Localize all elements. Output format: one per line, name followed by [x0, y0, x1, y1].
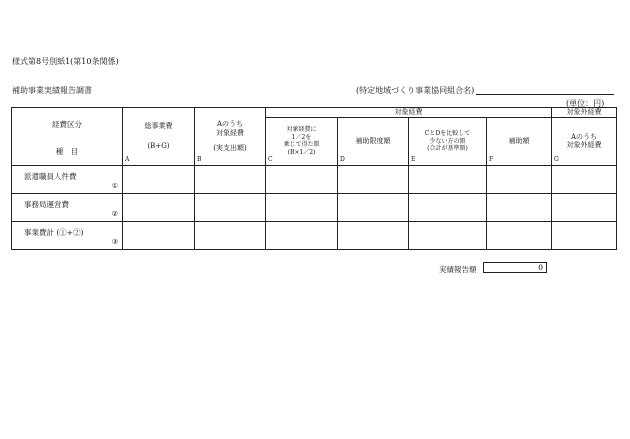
col-nontarget-line2: 対象外経費 — [566, 141, 602, 150]
cell-3-G[interactable] — [552, 221, 617, 249]
total-report-value[interactable]: 0 — [483, 262, 547, 273]
col-half-line2: 1／2を — [291, 133, 312, 141]
row-label: 事業費計 (①+②) — [24, 227, 84, 237]
col-subsidy-letter: F — [489, 156, 494, 164]
cell-2-E[interactable] — [409, 193, 487, 221]
row-label-cell — [12, 193, 123, 221]
cell-1-F[interactable] — [487, 165, 552, 193]
col-half-line4: (B×1／2) — [287, 148, 316, 156]
col-nontarget-letter: G — [554, 156, 559, 164]
col-half-header — [266, 117, 338, 165]
col-total-line2: (B+G) — [147, 142, 170, 151]
col-total-line1: 総事業費 — [144, 121, 173, 130]
cell-2-F[interactable] — [487, 193, 552, 221]
cell-2-A[interactable] — [123, 193, 195, 221]
item-label: 種 目 — [55, 147, 79, 157]
col-compare-line3: (合計が基準額) — [427, 145, 468, 153]
row-label: 派遣職員人件費 — [24, 171, 77, 181]
col-half-line3: 乗じて得た額 — [283, 141, 320, 149]
col-target-line1: Aのうち — [216, 120, 244, 129]
row-marker: ③ — [111, 238, 118, 247]
cell-2-D[interactable] — [338, 193, 409, 221]
col-target-line3: (実支出額) — [213, 143, 247, 152]
cell-3-B[interactable] — [195, 221, 266, 249]
nontarget-group-header: 対象外経費 — [552, 108, 617, 118]
col-target-letter: B — [197, 156, 202, 164]
col-limit-line1: 補助限度額 — [355, 136, 391, 145]
col-compare-header — [409, 117, 487, 165]
total-report-label: 実績報告額 — [439, 265, 477, 274]
document-title: 補助事業実績報告調書 — [12, 86, 92, 95]
table-row — [12, 165, 617, 193]
unit-label: (単位：円) — [566, 99, 605, 108]
col-limit-header — [338, 117, 409, 165]
col-nontarget-line1: Aのうち — [570, 132, 598, 141]
form-number: 様式第8号別紙1(第10条関係) — [12, 57, 119, 66]
row-label-cell — [12, 165, 123, 193]
cell-3-A[interactable] — [123, 221, 195, 249]
category-header-cell — [12, 108, 123, 166]
category-label: 経費区分 — [52, 120, 82, 129]
expense-table — [11, 107, 617, 250]
cell-1-D[interactable] — [338, 165, 409, 193]
col-total-letter: A — [125, 156, 130, 164]
col-target-line2: 対象経費 — [216, 129, 244, 138]
target-group-header: 対象経費 — [266, 108, 552, 118]
table-row — [12, 221, 617, 249]
cell-3-C[interactable] — [266, 221, 338, 249]
cell-1-C[interactable] — [266, 165, 338, 193]
cell-2-C[interactable] — [266, 193, 338, 221]
col-compare-line1: CとDを比較して — [424, 130, 471, 138]
col-nontarget-header — [552, 117, 617, 165]
row-label: 事務局運営費 — [24, 199, 69, 209]
cell-2-G[interactable] — [552, 193, 617, 221]
cell-3-D[interactable] — [338, 221, 409, 249]
row-marker: ② — [111, 210, 118, 219]
col-half-letter: C — [268, 156, 273, 164]
col-total-header — [123, 108, 195, 166]
col-compare-line2: 少ない方の額 — [429, 137, 466, 145]
table-row — [12, 193, 617, 221]
association-name-field[interactable] — [476, 94, 614, 95]
cell-1-G[interactable] — [552, 165, 617, 193]
cell-1-A[interactable] — [123, 165, 195, 193]
association-name-label: (特定地域づくり事業協同組合名) — [356, 86, 475, 95]
cell-3-F[interactable] — [487, 221, 552, 249]
col-compare-letter: E — [411, 156, 416, 164]
row-label-cell — [12, 221, 123, 249]
col-target-header — [195, 108, 266, 166]
cell-3-E[interactable] — [409, 221, 487, 249]
cell-1-B[interactable] — [195, 165, 266, 193]
col-half-line1: 対象経費に — [286, 126, 317, 134]
cell-1-E[interactable] — [409, 165, 487, 193]
col-subsidy-header — [487, 117, 552, 165]
row-marker: ① — [111, 182, 118, 191]
col-subsidy-line1: 補助額 — [508, 136, 530, 145]
col-limit-letter: D — [340, 156, 345, 164]
cell-2-B[interactable] — [195, 193, 266, 221]
